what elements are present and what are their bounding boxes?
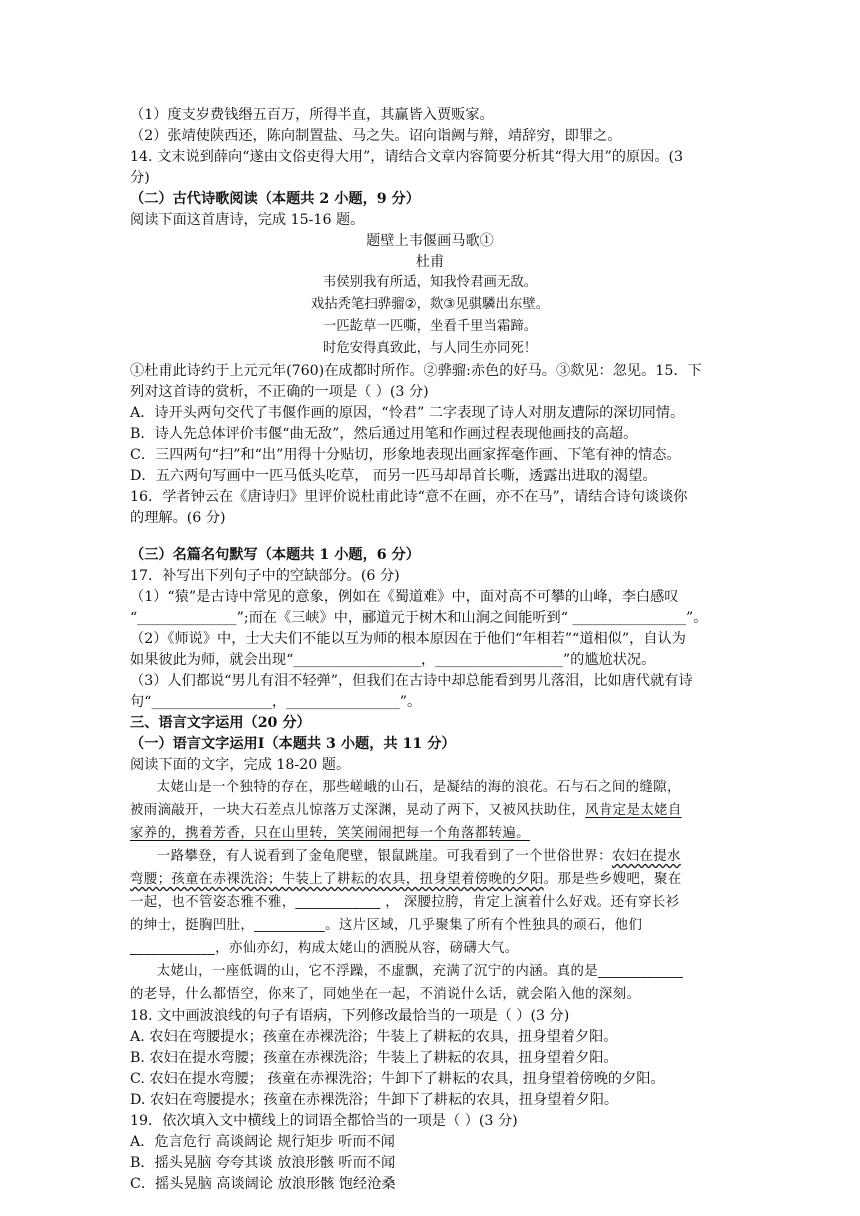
passage-p2-line4: 的绅士，挺胸凹肚，__________。这片区域，几乎聚集了所有个性独具的顽石，他们 (130, 918, 643, 933)
option-19-c: C．摇头晃脑 高谈阔论 放浪形骸 饱经沧桑 (130, 1176, 396, 1192)
poem-verse-2: 戏拈秃笔扫骅骝②，欻③见骐驎出东壁。 (310, 297, 550, 312)
source-line-2: （2）张靖使陕西还，陈向制置盐、马之失。诏向诣阙与辩，靖辞穷，即罪之。 (130, 128, 622, 144)
option-15-c: C．三四两句“扫”和“出”用得十分贴切，形象地表现出画家挥毫作画、下笔有神的情态。 (130, 447, 681, 463)
passage-p3-line1: 太姥山，一座低调的山，它不浮躁，不虚飘，充满了沉宁的内涵。真的是____________ (156, 964, 684, 979)
poem-verse-1: 韦侯别我有所适，知我怜君画无敌。 (322, 275, 538, 290)
recite-1: （1）“猿”是古诗中常见的意象，例如在《蜀道难》中，面对高不可攀的山峰，李白感叹 (130, 589, 679, 605)
question-18: 18. 文中画波浪线的句子有语病，下列修改最恰当的一项是（ ）(3 分) (130, 1008, 570, 1024)
poem-author: 杜甫 (415, 254, 445, 270)
option-15-d: D．五六两句写画中一匹马低头吃草， 而另一匹马却昂首长嘶，透露出进取的渴望。 (130, 468, 657, 484)
wavy-text: 农妇在提水 (611, 849, 681, 864)
recite-3: （3）人们都说“男儿有泪不轻弹”，但我们在古诗中却总能看到男儿落泪，比如唐代就有诗 (130, 673, 693, 689)
wavy-text: 弯腰；孩童在赤裸洗浴；牛装上了耕耘的农具，扭身望着傍晚的夕阳 (130, 872, 544, 887)
recite-heading: （三）名篇名句默写（本题共 1 小题，6 分） (130, 547, 420, 563)
passage-intro: 阅读下面的文字，完成 18-20 题。 (130, 757, 351, 773)
passage-text: 一路攀登，有人说看到了金龟爬壁，银鼠跳崖。可我看到了一个世俗世界： (156, 849, 612, 864)
option-15-a: A．诗开头两句交代了韦偃作画的原因，“怜君” 二字表现了诗人对朋友遭际的深切同情。 (130, 405, 685, 421)
source-line-1: （1）度支岁费钱缗五百万，所得半直，其赢皆入贾贩家。 (130, 107, 494, 123)
option-19-a: A．危言危行 高谈阔论 规行矩步 听而不闻 (130, 1134, 395, 1150)
passage-p1-line2 (130, 799, 730, 822)
passage-p1-line3 (130, 822, 730, 845)
passage-p2-line2 (130, 868, 730, 891)
passage-p3-line2: 的老导，什么都悟空，你来了，同她坐在一起，不消说什么话，就会陷入他的深刻。 (130, 987, 641, 1002)
poetry-heading: （二）古代诗歌阅读（本题共 2 小题，9 分） (130, 191, 420, 207)
poetry-intro: 阅读下面这首唐诗，完成 15-16 题。 (130, 212, 365, 228)
option-18-c: C. 农妇在提水弯腰； 孩童在赤裸洗浴；牛卸下了耕耘的农具，扭身望着傍晚的夕阳。 (130, 1071, 665, 1087)
question-14-cont: 分) (130, 170, 150, 186)
underlined-text: 家养的，携着芳香，只在山里转，笑笑闹闹把每一个角落都转遍。 (130, 826, 530, 841)
passage-p2-line1 (130, 845, 730, 868)
underlined-text: 风肯定是太姥自 (585, 803, 682, 818)
option-18-a: A. 农妇在弯腰提水；孩童在赤裸洗浴；牛装上了耕耘的农具，扭身望着夕阳。 (130, 1029, 618, 1045)
passage-p2-line5: ____________，亦仙亦幻，构成太姥山的洒脱从容，磅礴大气。 (130, 941, 519, 956)
passage-p1-line1: 太姥山是一个独特的存在，那些嵯峨的山石，是凝结的海的浪花。石与石之间的缝隙， (156, 780, 681, 795)
option-19-b: B．摇头晃脑 夸夸其谈 放浪形骸 听而不闻 (130, 1155, 396, 1171)
passage-text: 被雨滴敲开，一块大石差点儿惊落万丈深渊，晃动了两下，又被风扶助住， (130, 803, 586, 818)
passage-text: 。那是些乡嫂吧，聚在 (543, 872, 682, 887)
option-18-b: B. 农妇在提水弯腰；孩童在赤裸洗浴；牛装上了耕耘的农具，扭身望着夕阳。 (130, 1050, 618, 1066)
poem-notes: ①杜甫此诗约于上元元年(760)在成都时所作。②骅骝:赤色的好马。③欻见：忽见。15．下 (130, 363, 702, 379)
option-15-b: B．诗人先总体评价韦偃“曲无敌”，然后通过用笔和作画过程表现他画技的高超。 (130, 426, 638, 442)
question-17: 17．补写出下列句子中的空缺部分。(6 分) (130, 568, 400, 584)
question-16-cont: 的理解。(6 分) (130, 510, 226, 526)
passage-p2-line3: 一起，也不管姿态雅不雅，____________ ， 深腰拉胯，肯定上演着什么好戏。还有穿长衫 (130, 895, 680, 910)
question-14: 14. 文末说到薛向“遂由文俗吏得大用”，请结合文章内容简要分析其“得大用”的原因。(3 (130, 149, 684, 165)
question-19: 19．依次填入文中横线上的词语全都恰当的一项是（ ）(3 分) (130, 1113, 518, 1129)
poem-title: 题壁上韦偃画马歌① (366, 233, 494, 249)
recite-2-blanks: 如果彼此为师，就会出现“__________________，__________________”的尴尬状况。 (130, 652, 656, 668)
recite-1-blanks: “______________”;而在《三峡》中，郦道元于树木和山涧之间能听到“ ________________”。 (130, 610, 708, 626)
question-16: 16．学者钟云在《唐诗归》里评价说杜甫此诗“意不在画，亦不在马”，请结合诗句谈谈你 (130, 489, 688, 505)
poem-verse-3: 一匹龁草一匹嘶，坐看千里当霜蹄。 (322, 319, 538, 334)
subsection-heading: （一）语言文字运用Ⅰ（本题共 3 小题，共 11 分） (130, 736, 456, 752)
recite-2: （2）《师说》中，士大夫们不能以互为师的根本原因在于他们“年相若”“道相似”，自认为 (130, 631, 686, 647)
poem-verse-4: 时危安得真致此，与人同生亦同死！ (322, 341, 538, 356)
question-15: 列对这首诗的赏析，不正确的一项是（ ）(3 分) (130, 384, 429, 400)
option-18-d: D. 农妇在弯腰提水；孩童在赤裸洗浴；牛卸下了耕耘的农具，扭身望着夕阳。 (130, 1092, 619, 1108)
section-3-heading: 三、语言文字运用（20 分） (130, 715, 311, 731)
recite-3-blanks: 句“_________________，________________”。 (130, 694, 422, 710)
